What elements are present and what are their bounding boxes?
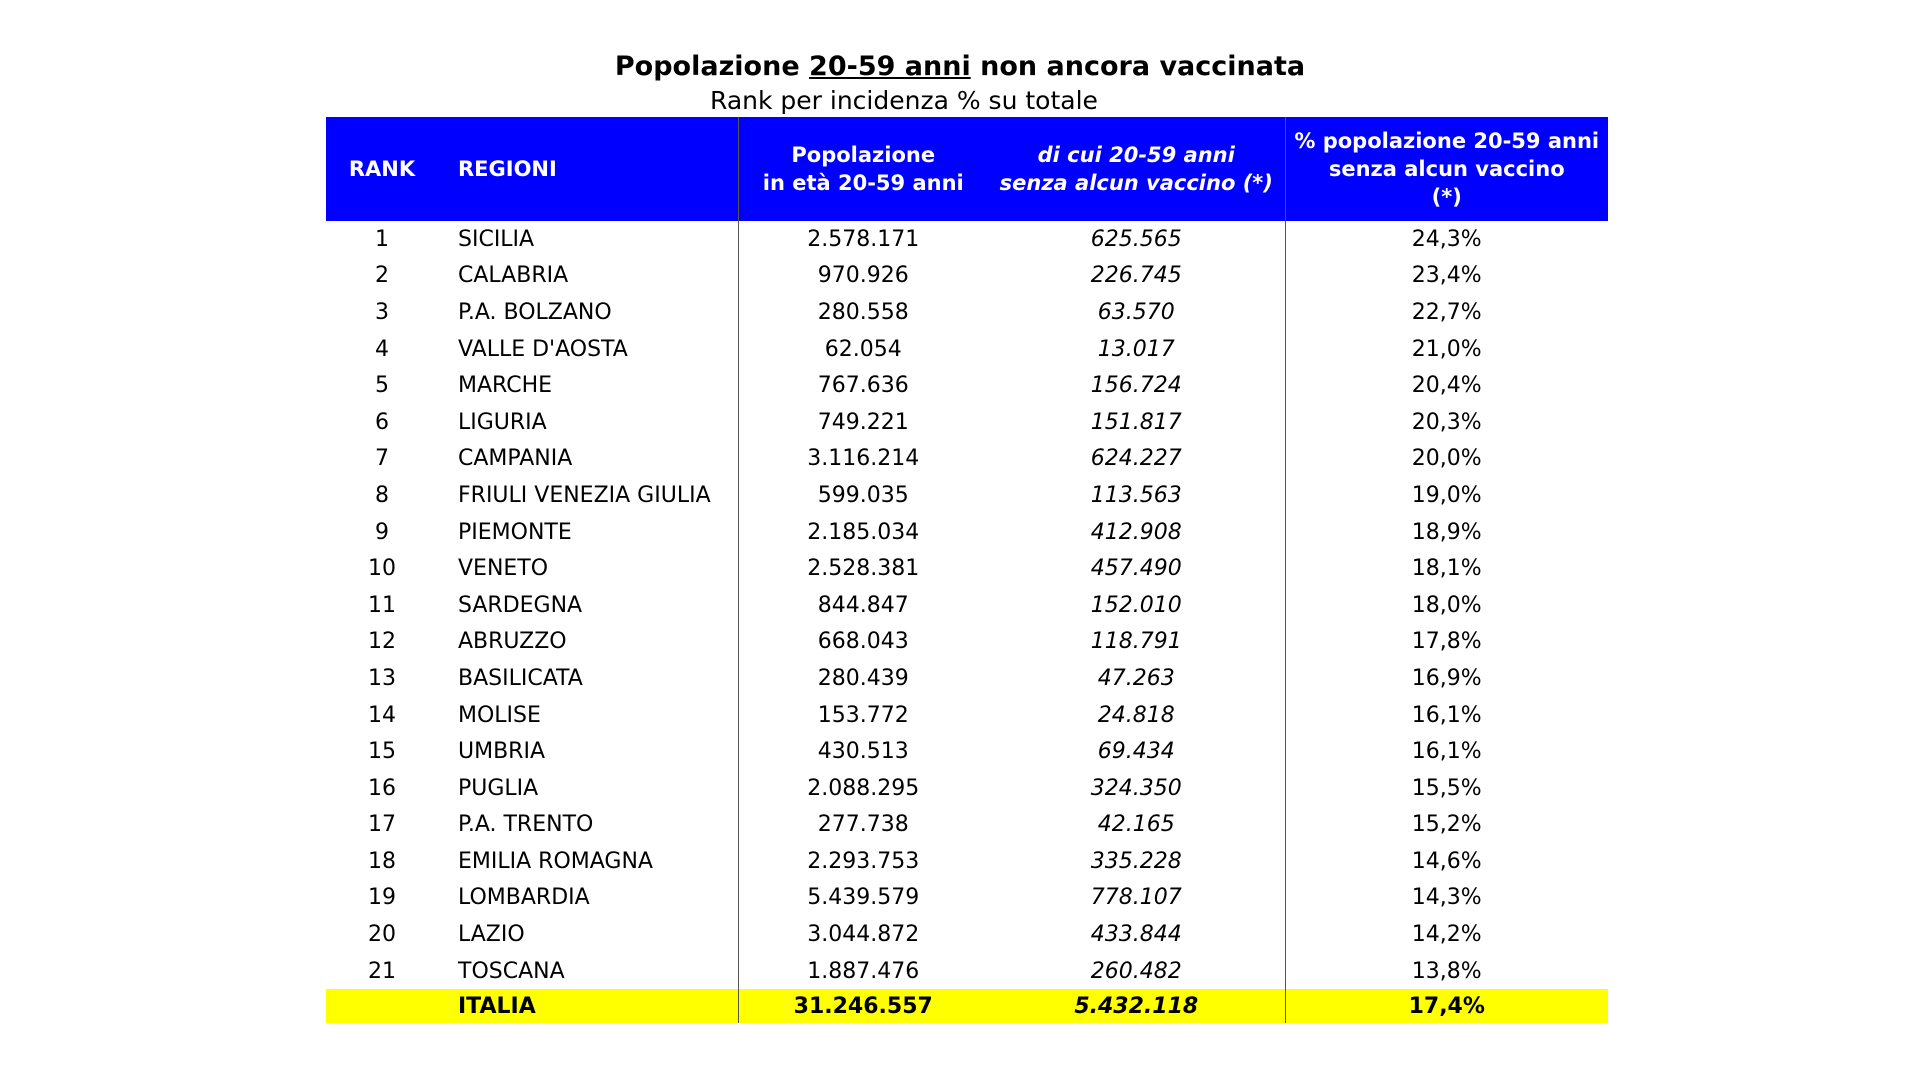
rank-cell: 11 [368,592,396,618]
header-population-line1: Popolazione [791,143,936,167]
unvaccinated-cell: 260.482 [1090,958,1182,984]
page-subtitle: Rank per incidenza % su totale [710,86,1098,115]
table-row [326,697,1608,734]
rank-cell: 6 [375,409,389,435]
rank-cell: 20 [368,922,396,948]
header-percent-line1: % popolazione 20-59 anni [1294,129,1600,153]
unvaccinated-cell: 433.844 [1090,922,1182,948]
page-title [0,50,1920,84]
rank-cell: 8 [375,482,389,508]
percent-cell: 21,0% [1285,331,1608,368]
table-row [326,880,1608,917]
population-cell: 62.054 [738,331,988,368]
rank-cell: 4 [375,336,389,362]
population-cell: 599.035 [738,477,988,514]
population-cell: 749.221 [738,404,988,441]
unvaccinated-cell: 63.570 [1097,299,1175,325]
header-population-line2: in età 20-59 anni [762,171,964,195]
unvaccinated-cell: 412.908 [1090,519,1182,545]
percent-cell: 18,9% [1285,514,1608,551]
region-cell: MOLISE [458,702,541,728]
unvaccinated-cell: 152.010 [1090,592,1182,618]
unvaccinated-cell: 24.818 [1097,702,1175,728]
region-cell: BASILICATA [458,665,583,691]
header-percent [1285,117,1608,221]
region-cell: CAMPANIA [458,446,573,472]
rank-cell: 18 [368,848,396,874]
population-cell: 2.185.034 [738,514,988,551]
population-cell: 2.293.753 [738,843,988,880]
table-row [326,258,1608,295]
header-rank: RANK [326,117,438,221]
percent-cell: 22,7% [1285,294,1608,331]
percent-cell: 15,5% [1285,770,1608,807]
table-row [326,733,1608,770]
percent-cell: 17,8% [1285,624,1608,661]
region-cell: EMILIA ROMAGNA [458,848,653,874]
percent-cell: 13,8% [1285,953,1608,990]
header-region: REGIONI [438,117,738,221]
percent-cell: 19,0% [1285,477,1608,514]
population-cell: 277.738 [738,807,988,844]
title-part-1: Popolazione [614,51,810,82]
population-cell: 3.116.214 [738,441,988,478]
header-unvaccinated-line2: senza alcun vaccino (*) [999,171,1273,195]
region-cell: P.A. TRENTO [458,812,594,838]
header-percent-line3: (*) [1431,185,1462,209]
table-row [326,550,1608,587]
rank-cell: 9 [375,519,389,545]
percent-cell: 15,2% [1285,807,1608,844]
population-cell: 2.088.295 [738,770,988,807]
unvaccinated-cell: 13.017 [1097,336,1175,362]
region-cell: P.A. BOLZANO [458,299,612,325]
total-region: ITALIA [438,989,738,1023]
unvaccinated-cell: 69.434 [1097,739,1175,765]
percent-cell: 20,0% [1285,441,1608,478]
table-row [326,221,1608,258]
percent-cell: 16,1% [1285,733,1608,770]
rank-cell: 2 [375,263,389,289]
population-cell: 153.772 [738,697,988,734]
header-unvaccinated-line1: di cui 20-59 anni [1037,143,1235,167]
unvaccinated-cell: 778.107 [1090,885,1182,911]
region-cell: VALLE D'AOSTA [458,336,628,362]
unvaccinated-cell: 118.791 [1090,629,1182,655]
table-row [326,367,1608,404]
percent-cell: 18,1% [1285,550,1608,587]
unvaccinated-cell: 47.263 [1097,665,1175,691]
table-body [326,221,1608,989]
population-cell: 280.558 [738,294,988,331]
rank-cell: 21 [368,958,396,984]
header-row [326,117,1608,221]
unvaccinated-cell: 625.565 [1090,226,1182,252]
table-footer [326,989,1608,1023]
table-row [326,843,1608,880]
population-cell: 2.528.381 [738,550,988,587]
title-part-2: non ancora vaccinata [970,51,1306,82]
table-row [326,660,1608,697]
rank-cell: 3 [375,299,389,325]
region-cell: MARCHE [458,373,553,399]
unvaccinated-cell: 156.724 [1090,373,1182,399]
table-row [326,916,1608,953]
rank-cell: 17 [368,812,396,838]
region-cell: LOMBARDIA [458,885,590,911]
table-header [326,117,1608,221]
percent-cell: 16,9% [1285,660,1608,697]
percent-cell: 20,3% [1285,404,1608,441]
percent-cell: 20,4% [1285,367,1608,404]
region-cell: ABRUZZO [458,629,567,655]
rank-cell: 19 [368,885,396,911]
population-cell: 2.578.171 [738,221,988,258]
population-cell: 3.044.872 [738,916,988,953]
table-row [326,477,1608,514]
unvaccinated-cell: 324.350 [1090,775,1182,801]
region-cell: UMBRIA [458,739,546,765]
rank-cell: 14 [368,702,396,728]
rank-cell: 13 [368,665,396,691]
header-unvaccinated [988,117,1285,221]
population-cell: 844.847 [738,587,988,624]
table-row [326,953,1608,990]
rank-cell: 5 [375,373,389,399]
population-cell: 5.439.579 [738,880,988,917]
percent-cell: 18,0% [1285,587,1608,624]
population-cell: 430.513 [738,733,988,770]
region-cell: CALABRIA [458,263,569,289]
region-cell: LAZIO [458,922,525,948]
percent-cell: 24,3% [1285,221,1608,258]
unvaccinated-cell: 624.227 [1090,446,1182,472]
table-row [326,807,1608,844]
unvaccinated-cell: 457.490 [1090,556,1182,582]
rank-cell: 15 [368,739,396,765]
population-cell: 970.926 [738,258,988,295]
total-rank-cell [326,989,438,1023]
total-unvaccinated: 5.432.118 [988,989,1285,1023]
table-row [326,624,1608,661]
total-row [326,989,1608,1023]
region-cell: FRIULI VENEZIA GIULIA [458,482,711,508]
rank-cell: 1 [375,226,389,252]
region-cell: PIEMONTE [458,519,572,545]
total-population: 31.246.557 [738,989,988,1023]
rank-cell: 12 [368,629,396,655]
population-cell: 280.439 [738,660,988,697]
unvaccinated-cell: 226.745 [1090,263,1182,289]
percent-cell: 14,3% [1285,880,1608,917]
unvaccinated-cell: 151.817 [1090,409,1182,435]
region-cell: VENETO [458,556,549,582]
rank-cell: 16 [368,775,396,801]
region-cell: SICILIA [458,226,535,252]
vaccination-table [326,117,1608,1023]
table-row [326,514,1608,551]
table-row [326,770,1608,807]
percent-cell: 16,1% [1285,697,1608,734]
header-population [738,117,988,221]
unvaccinated-cell: 335.228 [1090,848,1182,874]
region-cell: SARDEGNA [458,592,583,618]
title-age-range: 20-59 anni [809,51,971,82]
table-row [326,404,1608,441]
rank-cell: 10 [368,556,396,582]
population-cell: 767.636 [738,367,988,404]
table-row [326,294,1608,331]
percent-cell: 23,4% [1285,258,1608,295]
table-row [326,587,1608,624]
header-percent-line2: senza alcun vaccino [1328,157,1565,181]
rank-cell: 7 [375,446,389,472]
unvaccinated-cell: 113.563 [1090,482,1182,508]
population-cell: 1.887.476 [738,953,988,990]
table-row [326,331,1608,368]
total-percent: 17,4% [1285,989,1608,1023]
table-row [326,441,1608,478]
population-cell: 668.043 [738,624,988,661]
region-cell: PUGLIA [458,775,539,801]
percent-cell: 14,6% [1285,843,1608,880]
percent-cell: 14,2% [1285,916,1608,953]
unvaccinated-cell: 42.165 [1097,812,1175,838]
region-cell: LIGURIA [458,409,547,435]
region-cell: TOSCANA [458,958,565,984]
